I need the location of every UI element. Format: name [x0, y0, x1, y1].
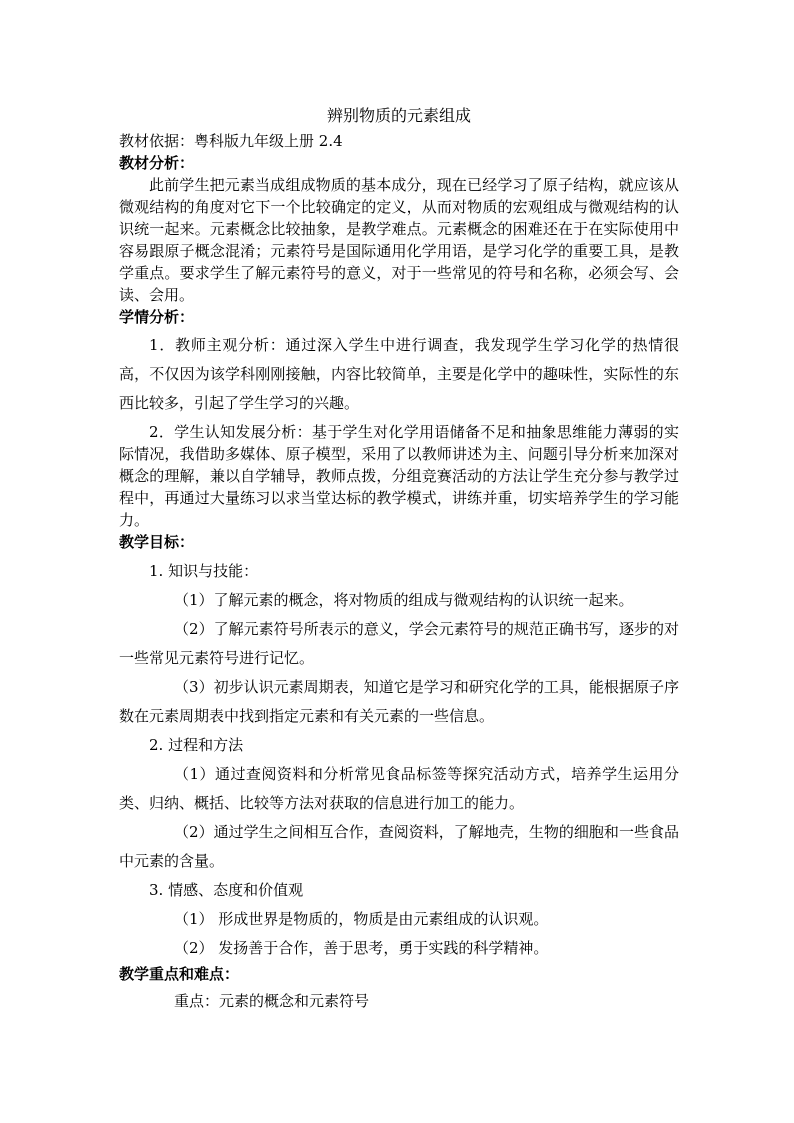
- goal1-item2: （2）了解元素符号所表示的意义，学会元素符号的规范正确书写，逐步的对一些常见元素符号进行记忆。: [119, 620, 679, 667]
- heading-teaching-goals: 教学目标：: [119, 533, 195, 551]
- document-title: 辨别物质的元素组成: [326, 106, 471, 125]
- goal1-title: 1. 知识与技能：: [149, 562, 259, 580]
- goal3-item2: （2） 发扬善于合作，善于思考，勇于实践的科学精神。: [174, 939, 549, 957]
- student-analysis-2: 2．学生认知发展分析：基于学生对化学用语储备不足和抽象思维能力薄弱的实际情况，我借助多媒体、原子模型，采用了以教师讲述为主、问题引导分析来加深对概念的理解，兼以自学辅导，教师点拨，分组竞赛活动的方法让学生充分参与教学过程中，再通过大量练习以求当堂达标的教学模式，讲练并重，切实培养学生的学习能力。: [119, 423, 679, 529]
- textbook-basis: 教材依据：粤科版九年级上册 2.4: [119, 132, 343, 150]
- goal2-title: 2. 过程和方法: [149, 736, 244, 754]
- goal1-item1: （1）了解元素的概念，将对物质的组成与微观结构的认识统一起来。: [174, 591, 634, 609]
- heading-material-analysis: 教材分析：: [119, 154, 195, 172]
- document-page: [119, 105, 679, 1016]
- goal3-item1: （1） 形成世界是物质的，物质是由元素组成的认识观。: [174, 910, 549, 928]
- material-analysis-text: 此前学生把元素当成组成物质的基本成分，现在已经学习了原子结构，就应该从微观结构的角度对它下一个比较确定的定义，从而对物质的宏观组成与微观结构的认识统一起来。元素概念比较抽象，是教学难点。元素概念的困难还在于在实际使用中容易跟原子概念混淆；元素符号是国际通用化学用语，是学习化学的重要工具，是教学重点。要求学生了解元素符号的意义，对于一些常见的符号和名称，必须会写、会读、会用。: [119, 176, 679, 304]
- goal3-title: 3. 情感、态度和价值观: [149, 881, 304, 899]
- key-point-text: 重点：元素的概念和元素符号: [174, 992, 370, 1010]
- goal1-item3: （3）初步认识元素周期表，知道它是学习和研究化学的工具，能根据原子序数在元素周期表中找到指定元素和有关元素的一些信息。: [119, 678, 679, 725]
- goal2-item1: （1）通过查阅资料和分析常见食品标签等探究活动方式，培养学生运用分类、归纳、概括、比较等方法对获取的信息进行加工的能力。: [119, 765, 679, 812]
- goal2-item2: （2）通过学生之间相互合作，查阅资料，了解地壳，生物的细胞和一些食品中元素的含量。: [119, 823, 679, 870]
- heading-student-analysis: 学情分析：: [119, 308, 195, 326]
- heading-key-points: 教学重点和难点：: [119, 965, 240, 983]
- student-analysis-1: 1．教师主观分析：通过深入学生中进行调查，我发现学生学习化学的热情很高，不仅因为该学科刚刚接触，内容比较简单，主要是化学中的趣味性，实际性的东西比较多，引起了学生学习的兴趣。: [119, 336, 679, 412]
